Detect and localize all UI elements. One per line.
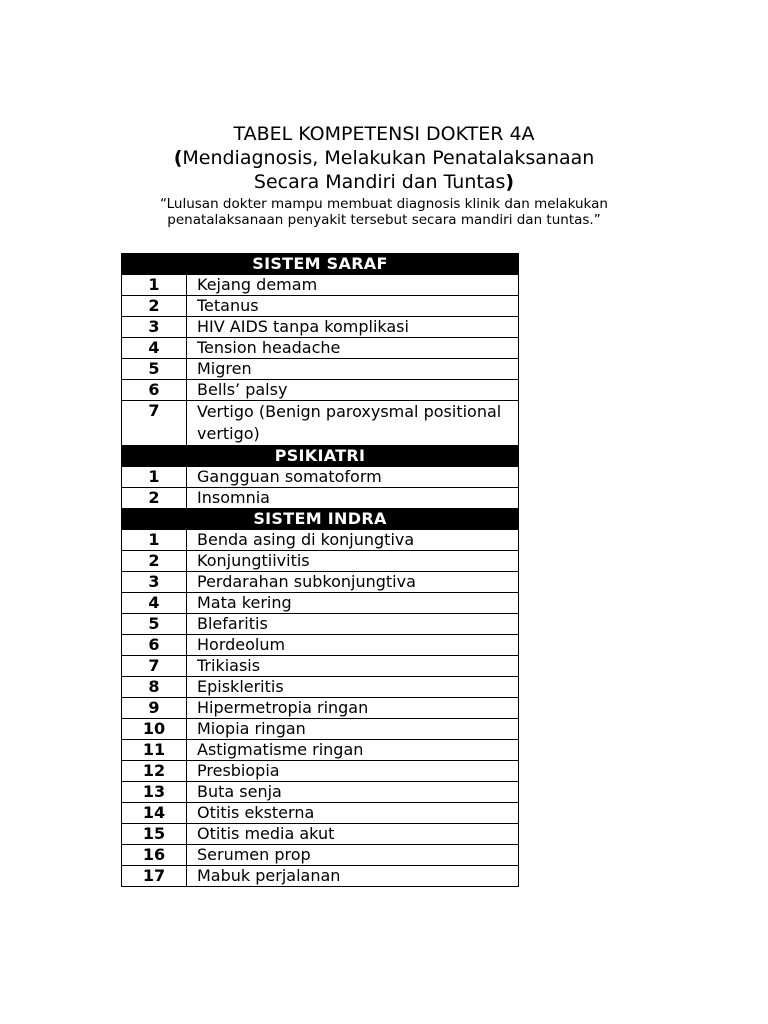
row-name: Perdarahan subkonjungtiva bbox=[187, 572, 519, 593]
row-name: Hipermetropia ringan bbox=[187, 698, 519, 719]
subtitle-open-paren: ( bbox=[173, 147, 183, 169]
table-row bbox=[122, 338, 519, 359]
row-name: Konjungtiivitis bbox=[187, 551, 519, 572]
table-row bbox=[122, 761, 519, 782]
subtitle-line-2 bbox=[0, 170, 768, 194]
section-header-row bbox=[122, 509, 519, 530]
row-number: 16 bbox=[122, 845, 187, 866]
subtitle-line-1 bbox=[0, 146, 768, 170]
table-row bbox=[122, 782, 519, 803]
table-row bbox=[122, 593, 519, 614]
row-number: 1 bbox=[122, 530, 187, 551]
table-row bbox=[122, 845, 519, 866]
row-number: 6 bbox=[122, 635, 187, 656]
row-name: Serumen prop bbox=[187, 845, 519, 866]
row-name: HIV AIDS tanpa komplikasi bbox=[187, 317, 519, 338]
row-number: 4 bbox=[122, 593, 187, 614]
row-number: 2 bbox=[122, 296, 187, 317]
table-row bbox=[122, 359, 519, 380]
row-name: Gangguan somatoform bbox=[187, 467, 519, 488]
row-number: 8 bbox=[122, 677, 187, 698]
row-number: 6 bbox=[122, 380, 187, 401]
table-row bbox=[122, 530, 519, 551]
row-name: Trikiasis bbox=[187, 656, 519, 677]
row-number: 5 bbox=[122, 359, 187, 380]
row-number: 1 bbox=[122, 467, 187, 488]
row-number: 4 bbox=[122, 338, 187, 359]
table-row bbox=[122, 698, 519, 719]
row-name: Astigmatisme ringan bbox=[187, 740, 519, 761]
table-row bbox=[122, 296, 519, 317]
table-row bbox=[122, 719, 519, 740]
table-row bbox=[122, 656, 519, 677]
table-row bbox=[122, 635, 519, 656]
row-name: Tension headache bbox=[187, 338, 519, 359]
row-number: 17 bbox=[122, 866, 187, 887]
table-row bbox=[122, 401, 519, 446]
table-row bbox=[122, 488, 519, 509]
row-number: 7 bbox=[122, 656, 187, 677]
row-number: 12 bbox=[122, 761, 187, 782]
document-header bbox=[0, 122, 768, 228]
row-name: Kejang demam bbox=[187, 275, 519, 296]
table-row bbox=[122, 740, 519, 761]
subtitle-text-2: Secara Mandiri dan Tuntas bbox=[253, 171, 506, 193]
table-row bbox=[122, 551, 519, 572]
row-name: Mabuk perjalanan bbox=[187, 866, 519, 887]
section-title: PSIKIATRI bbox=[122, 446, 519, 467]
row-name: Migren bbox=[187, 359, 519, 380]
row-name: Tetanus bbox=[187, 296, 519, 317]
table-row bbox=[122, 614, 519, 635]
row-number: 13 bbox=[122, 782, 187, 803]
section-title: SISTEM INDRA bbox=[122, 509, 519, 530]
row-number: 15 bbox=[122, 824, 187, 845]
row-name: Miopia ringan bbox=[187, 719, 519, 740]
row-number: 3 bbox=[122, 317, 187, 338]
row-number: 1 bbox=[122, 275, 187, 296]
row-name: Buta senja bbox=[187, 782, 519, 803]
subtitle-close-paren: ) bbox=[505, 171, 515, 193]
table-row bbox=[122, 866, 519, 887]
page-title: TABEL KOMPETENSI DOKTER 4A bbox=[233, 123, 535, 145]
row-number: 14 bbox=[122, 803, 187, 824]
description-quote bbox=[0, 196, 768, 228]
row-number: 2 bbox=[122, 551, 187, 572]
row-name: Bells’ palsy bbox=[187, 380, 519, 401]
row-number: 10 bbox=[122, 719, 187, 740]
row-number: 9 bbox=[122, 698, 187, 719]
table-row bbox=[122, 467, 519, 488]
subtitle-text-1: Mendiagnosis, Melakukan Penatalaksanaan bbox=[182, 147, 595, 169]
quote-text: “Lulusan dokter mampu membuat diagnosis klinik dan melakukan penatalaksanaan penyakit tersebut secara mandiri dan tuntas.” bbox=[160, 196, 608, 228]
table-row bbox=[122, 677, 519, 698]
row-number: 5 bbox=[122, 614, 187, 635]
table-row bbox=[122, 572, 519, 593]
table-row bbox=[122, 317, 519, 338]
row-name: Benda asing di konjungtiva bbox=[187, 530, 519, 551]
row-number: 7 bbox=[122, 401, 187, 446]
row-number: 11 bbox=[122, 740, 187, 761]
row-name: Hordeolum bbox=[187, 635, 519, 656]
row-name: Otitis eksterna bbox=[187, 803, 519, 824]
row-name: Episkleritis bbox=[187, 677, 519, 698]
section-header-row bbox=[122, 254, 519, 275]
row-number: 3 bbox=[122, 572, 187, 593]
row-name: Vertigo (Benign paroxysmal positional vertigo) bbox=[187, 401, 519, 446]
row-number: 2 bbox=[122, 488, 187, 509]
competency-table bbox=[121, 253, 519, 887]
row-name: Blefaritis bbox=[187, 614, 519, 635]
table-row bbox=[122, 380, 519, 401]
section-header-row bbox=[122, 446, 519, 467]
row-name: Otitis media akut bbox=[187, 824, 519, 845]
section-title: SISTEM SARAF bbox=[122, 254, 519, 275]
row-name: Mata kering bbox=[187, 593, 519, 614]
table-row bbox=[122, 275, 519, 296]
row-name: Presbiopia bbox=[187, 761, 519, 782]
table-row bbox=[122, 803, 519, 824]
table-row bbox=[122, 824, 519, 845]
row-name: Insomnia bbox=[187, 488, 519, 509]
